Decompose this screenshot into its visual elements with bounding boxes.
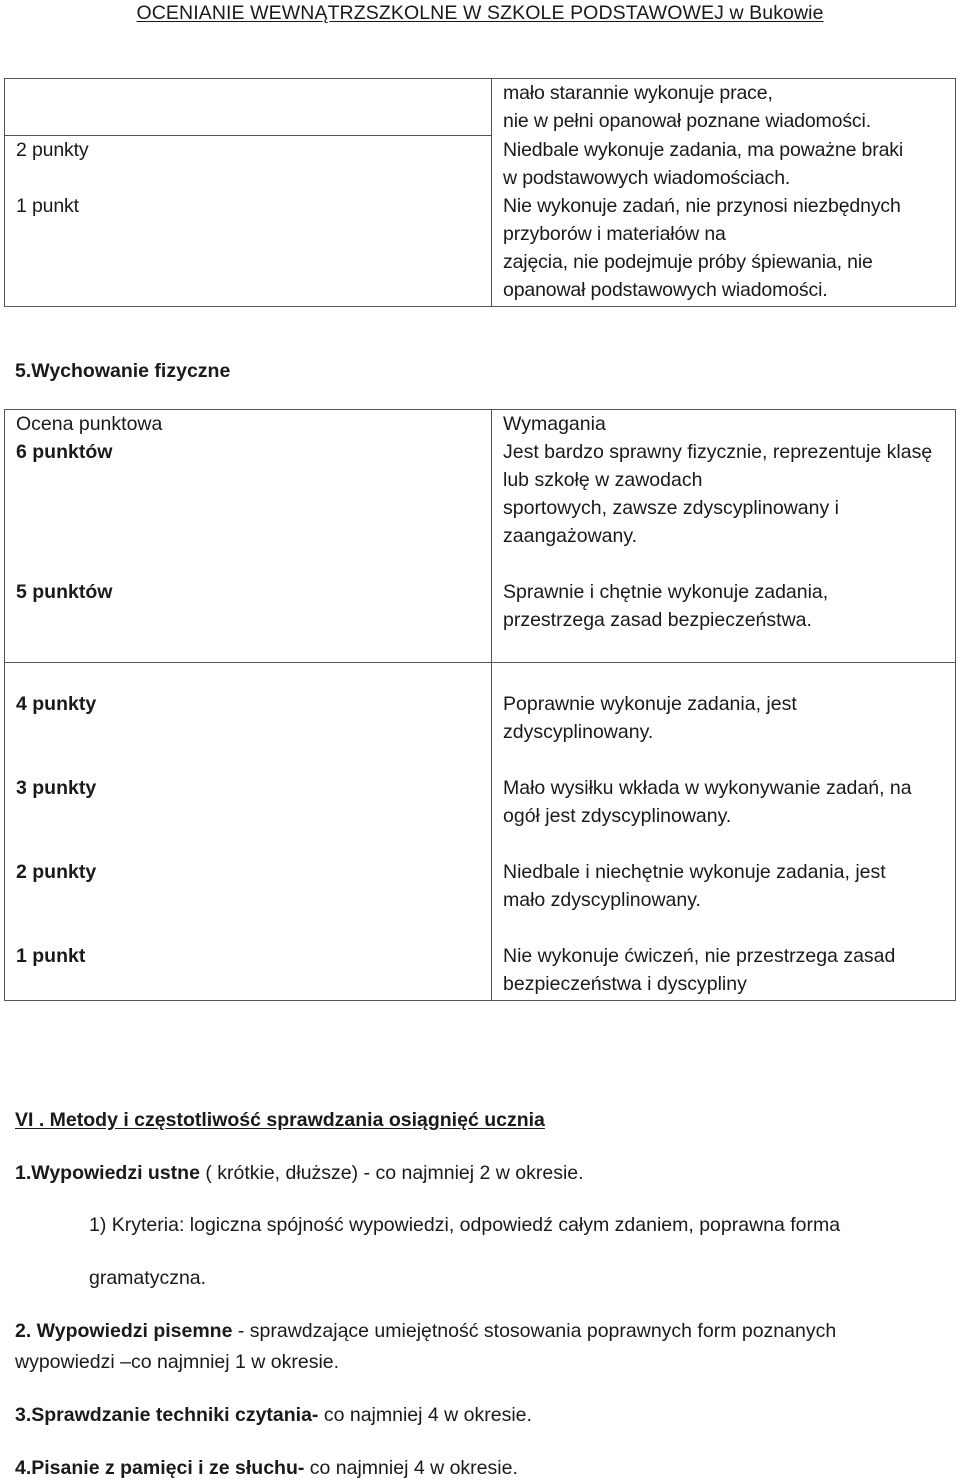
grade-cell (5, 746, 492, 830)
grade-label: 1 punkt (16, 945, 86, 967)
document-title: OCENIANIE WEWNĄTRZSZKOLNE W SZKOLE PODSTAWOWEJ w Bukowie (136, 2, 824, 24)
requirement-line: przestrzega zasad bezpieczeństwa. (503, 609, 812, 631)
requirement-line: bezpieczeństwa i dyscypliny (503, 973, 747, 995)
method-item-title: 2. Wypowiedzi pisemne (15, 1320, 233, 1342)
requirement-line: zaangażowany. (503, 525, 638, 547)
grade-label: 1 punkt (16, 194, 79, 217)
requirement-cell (492, 192, 956, 307)
table-row (5, 746, 956, 830)
requirement-line: Niedbale i niechętnie wykonuje zadania, jest (503, 861, 886, 883)
page-header (0, 0, 960, 28)
section-title-pe: 5.Wychowanie fizyczne (15, 360, 231, 382)
requirement-line: Mało wysiłku wkłada w wykonywanie zadań, na (503, 777, 912, 799)
requirement-line: opanował podstawowych wiadomości. (503, 278, 828, 301)
method-item-text: - sprawdzające umiejętność stosowania poprawnych form poznanych (232, 1320, 837, 1342)
grade-cell (5, 136, 492, 192)
table-row (5, 550, 956, 663)
requirement-cell (492, 663, 956, 747)
table-row (5, 830, 956, 914)
method-item-dictation (15, 1454, 518, 1482)
grade-label: 5 punktów (16, 581, 113, 603)
grade-label: 3 punkty (16, 777, 97, 799)
grade-cell (5, 550, 492, 663)
method-item-title: 3.Sprawdzanie techniki czytania- (15, 1404, 319, 1426)
grade-cell (5, 192, 492, 307)
methods-heading: VI . Metody i częstotliwość sprawdzania osiągnięć ucznia (15, 1109, 545, 1131)
grade-cell (5, 663, 492, 747)
requirement-cell (492, 136, 956, 192)
requirement-line: w podstawowych wiadomościach. (503, 166, 791, 189)
requirement-cell (492, 914, 956, 1001)
column-header-grade: Ocena punktowa (16, 413, 163, 435)
header-cell (492, 410, 956, 551)
pe-grading-table (4, 409, 956, 1001)
requirement-line: Nie wykonuje ćwiczeń, nie przestrzega zasad (503, 945, 896, 967)
column-header-requirements: Wymagania (503, 413, 606, 435)
grade-cell (5, 79, 492, 136)
requirement-cell (492, 550, 956, 663)
method-item-reading (15, 1401, 532, 1429)
requirement-line: przyborów i materiałów na (503, 222, 726, 245)
header-cell (5, 410, 492, 551)
requirement-line: Jest bardzo sprawny fizycznie, reprezentuje klasę (503, 441, 933, 463)
requirement-line: Sprawnie i chętnie wykonuje zadania, (503, 581, 829, 603)
table-row (5, 663, 956, 747)
method-item-oral (15, 1159, 584, 1187)
table-row (5, 410, 956, 551)
requirement-line: lub szkołę w zawodach (503, 469, 703, 491)
requirement-line: Niedbale wykonuje zadania, ma poważne braki (503, 138, 904, 161)
criteria-line: gramatyczna. (89, 1267, 207, 1289)
grade-cell (5, 830, 492, 914)
method-item-title: 1.Wypowiedzi ustne (15, 1162, 200, 1184)
grade-label: 6 punktów (16, 441, 113, 463)
grade-cell (5, 914, 492, 1001)
table-row (5, 79, 956, 136)
requirement-line: nie w pełni opanował poznane wiadomości. (503, 110, 871, 132)
table-row (5, 914, 956, 1001)
requirement-cell (492, 830, 956, 914)
method-item-text: wypowiedzi –co najmniej 1 w okresie. (15, 1351, 340, 1373)
requirement-line: zajęcia, nie podejmuje próby śpiewania, nie (503, 250, 873, 273)
table-row (5, 192, 956, 307)
table-row (5, 136, 956, 192)
requirement-line: zdyscyplinowany. (503, 721, 654, 743)
requirement-line: Poprawnie wykonuje zadania, jest (503, 693, 797, 715)
grade-label: 2 punkty (16, 861, 97, 883)
requirement-line: sportowych, zawsze zdyscyplinowany i (503, 497, 839, 519)
method-item-text: co najmniej 4 w okresie. (318, 1404, 532, 1426)
requirement-line: Nie wykonuje zadań, nie przynosi niezbędnych (503, 194, 901, 217)
requirement-cell (492, 746, 956, 830)
method-item-title: 4.Pisanie z pamięci i ze słuchu- (15, 1457, 305, 1479)
method-item-written (15, 1317, 836, 1345)
method-item-text: ( krótkie, dłuższe) - co najmniej 2 w okresie. (199, 1162, 584, 1184)
grade-label: 2 punkty (16, 139, 89, 161)
grade-label: 4 punkty (16, 693, 97, 715)
requirement-line: mało starannie wykonuje prace, (503, 82, 773, 104)
requirement-line: mało zdyscyplinowany. (503, 889, 701, 911)
music-grading-table (4, 78, 956, 307)
criteria-line: 1) Kryteria: logiczna spójność wypowiedzi, odpowiedź całym zdaniem, poprawna forma (89, 1214, 841, 1236)
requirement-line: ogół jest zdyscyplinowany. (503, 805, 732, 827)
method-item-text: co najmniej 4 w okresie. (304, 1457, 518, 1479)
requirement-cell (492, 79, 956, 136)
